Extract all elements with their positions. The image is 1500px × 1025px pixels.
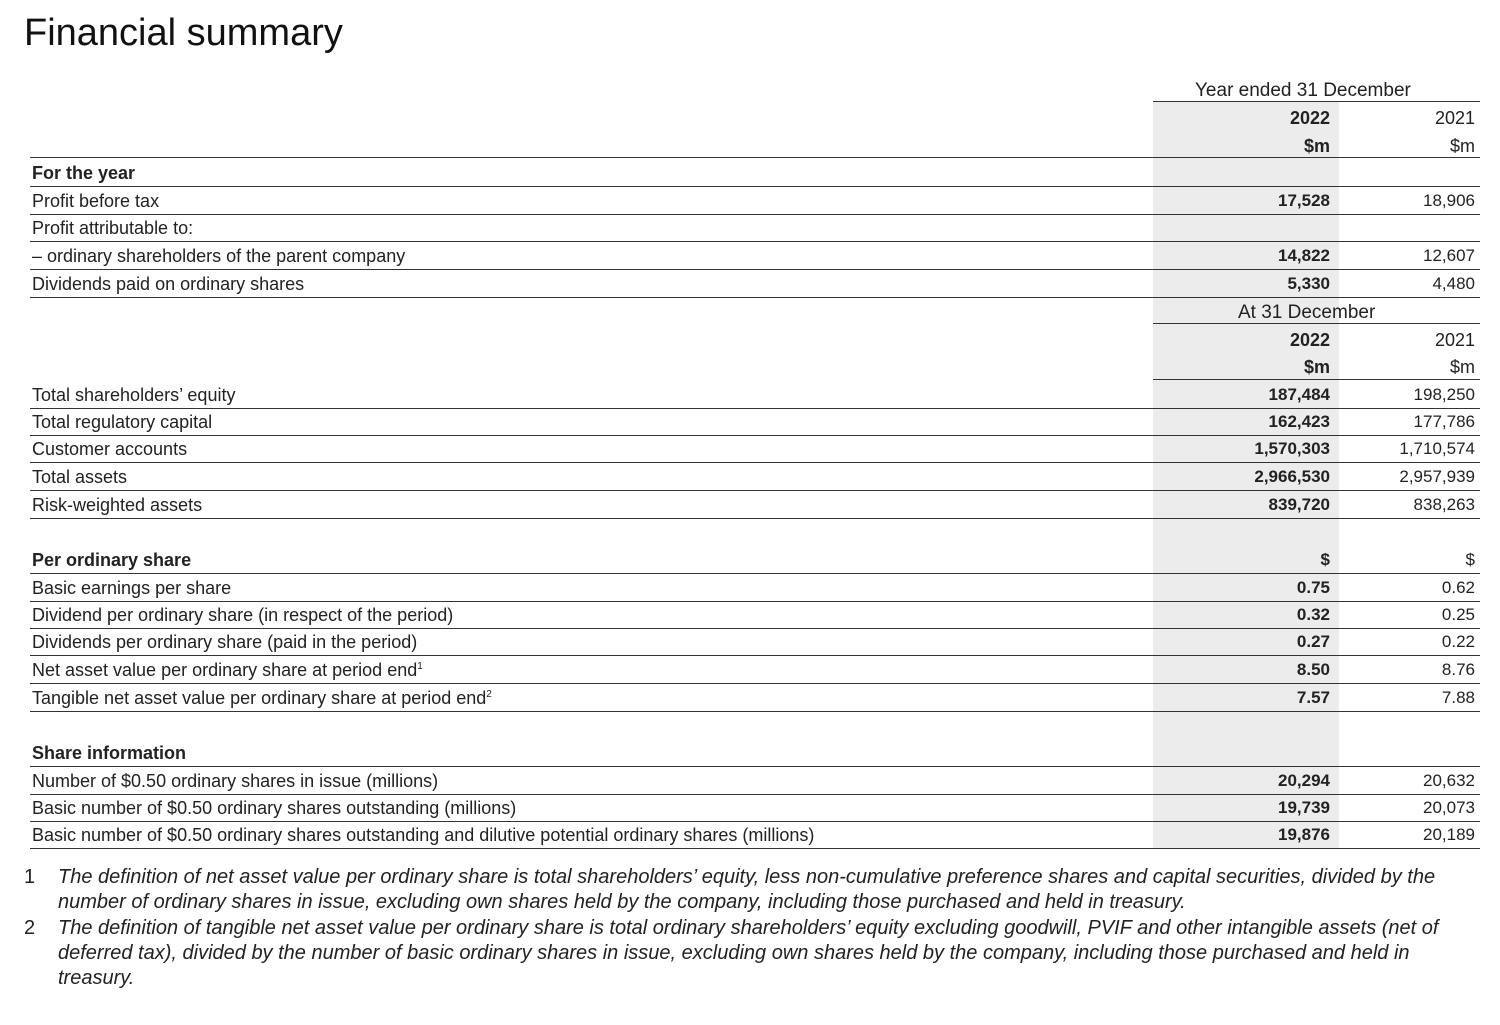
row-label bbox=[32, 688, 492, 709]
footnote-number: 1 bbox=[24, 866, 36, 888]
row-label: Profit attributable to: bbox=[32, 218, 194, 238]
section-heading: Share information bbox=[32, 743, 187, 763]
table-row bbox=[30, 187, 1480, 215]
table-row bbox=[30, 435, 1480, 463]
value-2021: 0.25 bbox=[1441, 605, 1475, 624]
value-2022: 187,484 bbox=[1268, 385, 1330, 404]
value-2022: 7.57 bbox=[1296, 688, 1330, 707]
table-row bbox=[30, 381, 1480, 409]
table-row bbox=[30, 242, 1480, 270]
unit-2021: $m bbox=[1449, 136, 1475, 156]
value-2021: 198,250 bbox=[1413, 385, 1475, 404]
header-divider bbox=[1153, 323, 1480, 324]
header-divider bbox=[1153, 379, 1480, 380]
footnote-ref: 1 bbox=[417, 661, 423, 672]
value-2021: 8.76 bbox=[1441, 660, 1475, 679]
value-2022: 19,876 bbox=[1278, 825, 1330, 844]
footnote-text: The definition of tangible net asset value per ordinary share is total ordinary shareholders’ equity excluding goodwill, PVIF and other intangible assets (net of deferred tax), divided by the number of basic ordinary shares in issue, excluding own shares held by the company, including those purchased and held in treasury. bbox=[58, 917, 1439, 989]
section-heading-row bbox=[30, 159, 1480, 187]
table-row bbox=[30, 408, 1480, 436]
table-row bbox=[30, 656, 1480, 684]
value-2022: 2,966,530 bbox=[1254, 467, 1330, 486]
section-heading: For the year bbox=[32, 163, 136, 183]
value-2021: 4,480 bbox=[1432, 274, 1475, 293]
unit-2022: $m bbox=[1303, 357, 1330, 377]
value-2021: 20,189 bbox=[1423, 825, 1475, 844]
value-2021: 0.62 bbox=[1441, 578, 1475, 597]
value-2021: 1,710,574 bbox=[1399, 439, 1475, 458]
section-heading-row bbox=[30, 546, 1480, 574]
header-2022: 2022 bbox=[1289, 330, 1330, 350]
value-2022: 19,739 bbox=[1278, 798, 1330, 817]
value-2021: 12,607 bbox=[1423, 246, 1475, 265]
table-row bbox=[30, 767, 1480, 795]
row-label: Profit before tax bbox=[32, 191, 160, 211]
row-label: Basic earnings per share bbox=[32, 578, 232, 598]
value-2022: 162,423 bbox=[1268, 412, 1330, 431]
value-2022: 8.50 bbox=[1296, 660, 1330, 679]
row-label-text: Tangible net asset value per ordinary share at period end bbox=[32, 688, 487, 708]
unit-2021: $m bbox=[1449, 357, 1475, 377]
value-2021: 18,906 bbox=[1423, 191, 1475, 210]
row-label: Dividends per ordinary share (paid in the period) bbox=[32, 632, 418, 652]
value-2021: 7.88 bbox=[1441, 688, 1475, 707]
row-label-text: Net asset value per ordinary share at period end bbox=[32, 660, 418, 680]
header-2022: 2022 bbox=[1289, 108, 1330, 128]
value-2022: 5,330 bbox=[1287, 274, 1330, 293]
table-row bbox=[30, 601, 1480, 629]
value-2021: 20,073 bbox=[1423, 798, 1475, 817]
value-2021: 20,632 bbox=[1423, 771, 1475, 790]
row-label: Number of $0.50 ordinary shares in issue (millions) bbox=[32, 771, 439, 791]
row-label: – ordinary shareholders of the parent company bbox=[32, 246, 406, 266]
value-2021: 838,263 bbox=[1413, 495, 1475, 514]
value-2022: 0.75 bbox=[1296, 578, 1330, 597]
year-ended-header: Year ended 31 December bbox=[1195, 80, 1411, 101]
page-title: Financial summary bbox=[24, 12, 343, 54]
value-2022: 14,822 bbox=[1278, 246, 1330, 265]
row-label: Basic number of $0.50 ordinary shares outstanding and dilutive potential ordinary shares (millions) bbox=[32, 825, 815, 845]
value-2022: 20,294 bbox=[1278, 771, 1330, 790]
row-label: Total regulatory capital bbox=[32, 412, 213, 432]
at-december-header: At 31 December bbox=[1238, 302, 1376, 323]
table-row bbox=[30, 463, 1480, 491]
table-row bbox=[30, 821, 1480, 849]
header-2021: 2021 bbox=[1434, 108, 1475, 128]
value-2022: 839,720 bbox=[1268, 495, 1330, 514]
table-row bbox=[30, 684, 1480, 712]
row-label: Total shareholders’ equity bbox=[32, 385, 236, 405]
table-row bbox=[30, 794, 1480, 822]
footnote-ref: 2 bbox=[486, 689, 492, 700]
table-row bbox=[30, 628, 1480, 656]
unit-2021: $ bbox=[1465, 550, 1475, 569]
unit-2022: $ bbox=[1320, 550, 1330, 569]
section-heading-row bbox=[30, 739, 1480, 767]
table-row bbox=[30, 574, 1480, 602]
footnote-text: The definition of net asset value per ordinary share is total shareholders’ equity, less non-cumulative preference shares and capital securities, divided by the number of ordinary shares in issue, excluding own shares held by the company, including those purchased and held in treasury. bbox=[58, 866, 1436, 913]
row-label: Basic number of $0.50 ordinary shares outstanding (millions) bbox=[32, 798, 517, 818]
value-2021: 0.22 bbox=[1441, 632, 1475, 651]
table-divider bbox=[30, 157, 1480, 158]
row-label: Dividend per ordinary share (in respect of the period) bbox=[32, 605, 454, 625]
value-2022: 1,570,303 bbox=[1254, 439, 1330, 458]
table-row bbox=[30, 491, 1480, 519]
table-row bbox=[30, 270, 1480, 298]
row-label: Total assets bbox=[32, 467, 128, 487]
value-2022: 0.27 bbox=[1296, 632, 1330, 651]
header-divider bbox=[1153, 101, 1480, 102]
value-2022: 17,528 bbox=[1278, 191, 1330, 210]
row-label: Risk-weighted assets bbox=[32, 495, 203, 515]
section-heading: Per ordinary share bbox=[32, 550, 192, 570]
value-2022: 0.32 bbox=[1296, 605, 1330, 624]
table-row bbox=[30, 214, 1480, 242]
row-label: Dividends paid on ordinary shares bbox=[32, 274, 305, 294]
row-label bbox=[32, 660, 423, 681]
value-2021: 2,957,939 bbox=[1399, 467, 1475, 486]
value-2021: 177,786 bbox=[1413, 412, 1475, 431]
unit-2022: $m bbox=[1303, 136, 1330, 156]
header-2021: 2021 bbox=[1434, 330, 1475, 350]
row-label: Customer accounts bbox=[32, 439, 188, 459]
footnote-number: 2 bbox=[24, 917, 36, 939]
